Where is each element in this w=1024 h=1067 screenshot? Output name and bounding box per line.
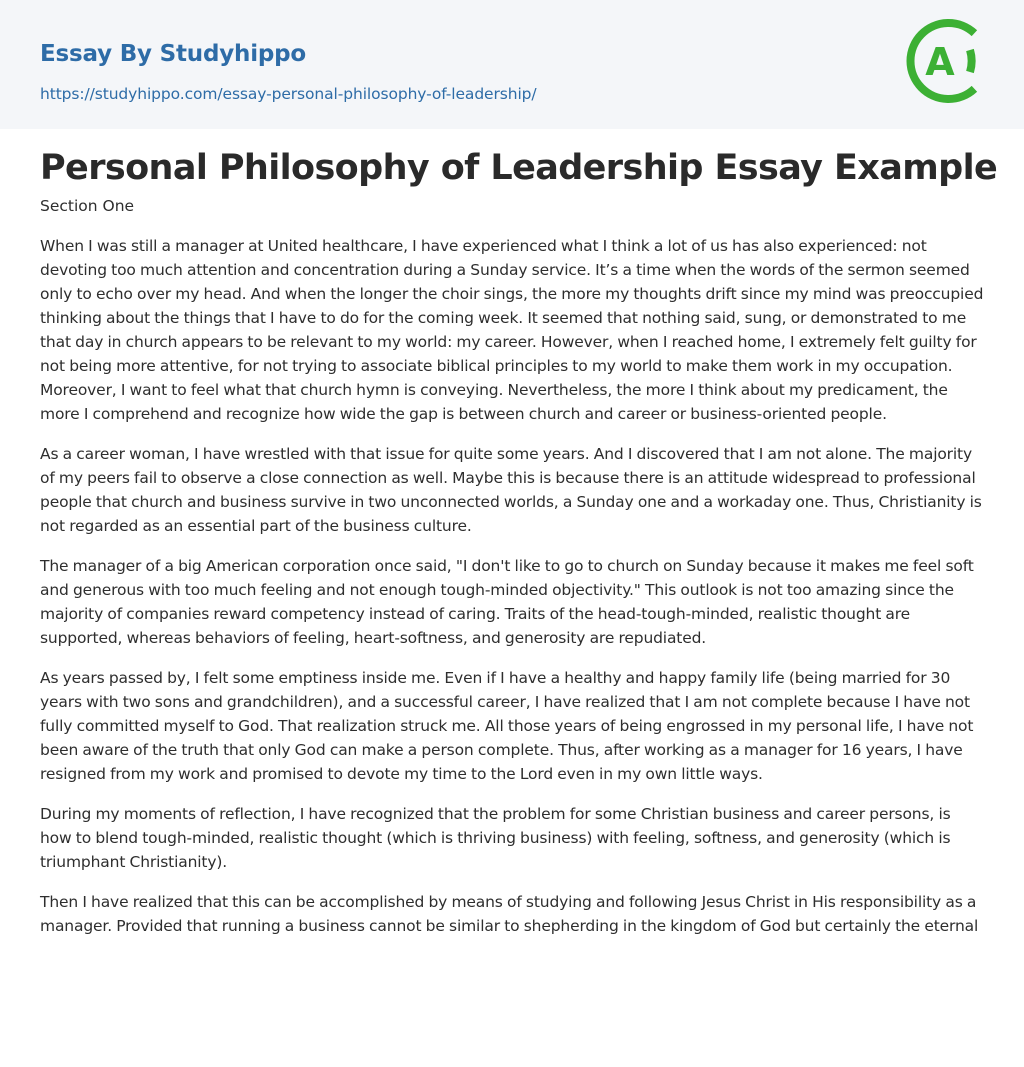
logo-letter: A [925,40,955,84]
source-url-link[interactable]: https://studyhippo.com/essay-personal-philosophy-of-leadership/ [40,85,537,103]
paragraph-5: During my moments of reflection, I have recognized that the problem for some Christian business and career persons, is how to blend tough-minded, realistic thought (which is thriving business) with feeling, softness, and generosity (which is triumphant Christianity). [40,805,951,871]
paragraph-3: The manager of a big American corporation once said, "I don't like to go to church on Sunday because it makes me feel soft and generous with too much feeling and not enough tough-minded objectivity." This outlook is not too amazing since the majority of companies reward competency instead of caring. Traits of the head-tough-minded, realistic thought are supported, whereas behaviors of feeling, heart-softness, and generosity are repudiated. [40,557,974,647]
section-heading: Section One [40,197,135,215]
paragraph-1: When I was still a manager at United healthcare, I have experienced what I think a lot of us has also experienced: not devoting too much attention and concentration during a Sunday service. It’s a time when the words of the sermon seemed only to echo over my head. And when the longer the choir sings, the more my thoughts drift since my mind was preoccupied thinking about the things that I have to do for the coming week. It seemed that nothing said, sung, or demonstrated to me that day in church appears to be relevant to my world: my career. However, when I reached home, I extremely felt guilty for not being more attentive, for not trying to associate biblical principles to my world to make them work in my occupation. Moreover, I want to feel what that church hymn is conveying. Nevertheless, the more I think about my predicament, the more I comprehend and recognize how wide the gap is between church and career or business-oriented people. [40,237,984,423]
paragraph-2: As a career woman, I have wrestled with that issue for quite some years. And I discovered that I am not alone. The majority of my peers fail to observe a close connection as well. Maybe this is because there is an attitude widespread to professional people that church and business survive in two unconnected worlds, a Sunday one and a workaday one. Thus, Christianity is not regarded as an essential part of the business culture. [40,445,982,535]
paragraph-4: As years passed by, I felt some emptiness inside me. Even if I have a healthy and happy family life (being married for 30 years with two sons and grandchildren), and a successful career, I have realized that I am not complete because I have not fully committed myself to God. That realization struck me. All those years of being engrossed in my personal life, I have not been aware of the truth that only God can make a person complete. Thus, after working as a manager for 16 years, I have resigned from my work and promised to devote my time to the Lord even in my own little ways. [40,669,974,783]
site-brand[interactable]: Essay By Studyhippo [40,41,307,67]
paragraph-6: Then I have realized that this can be accomplished by means of studying and following Jesus Christ in His responsibility as a manager. Provided that running a business cannot be similar to shepherding in the kingdom of God but certainly the eternal [40,893,979,935]
studyhippo-logo-icon[interactable] [903,18,989,104]
essay-body [40,194,984,954]
essay-title: Personal Philosophy of Leadership Essay Example [40,148,998,188]
site-header [0,0,1024,129]
